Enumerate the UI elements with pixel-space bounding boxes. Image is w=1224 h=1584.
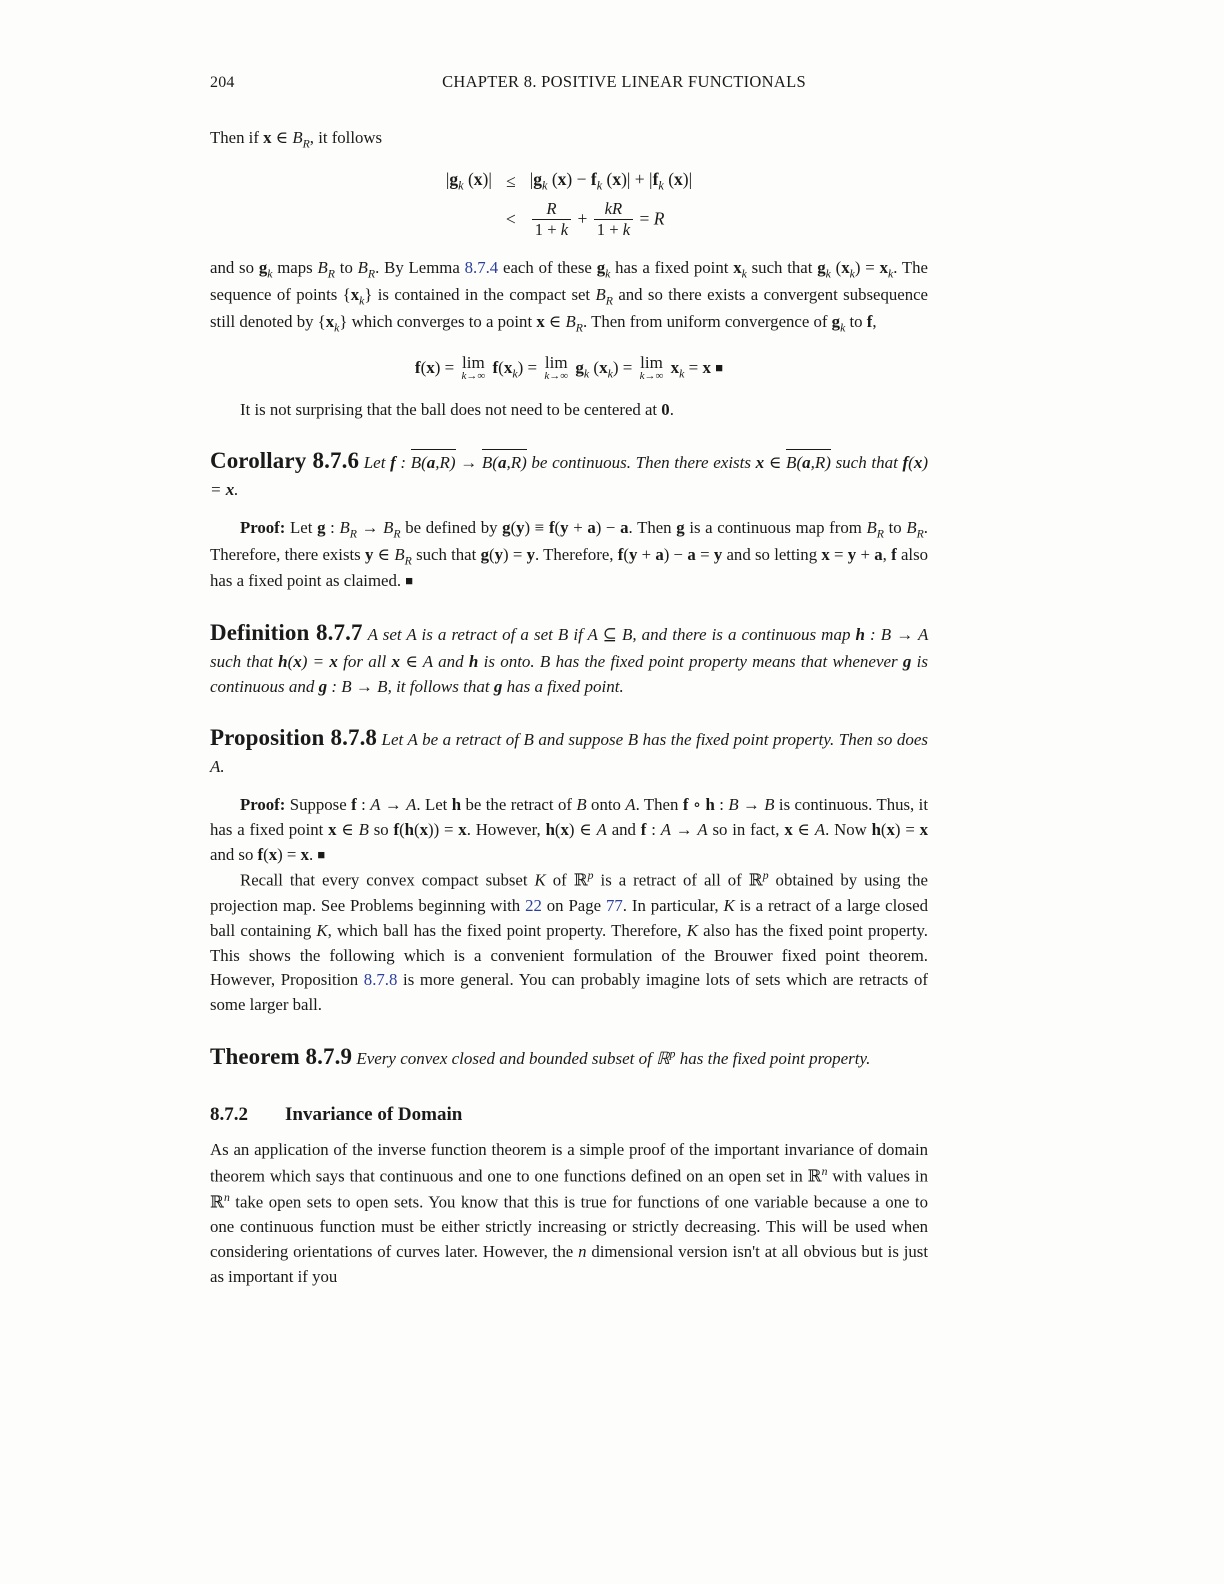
chapter-title: CHAPTER 8. POSITIVE LINEAR FUNCTIONALS bbox=[442, 72, 806, 91]
eq1-rhs-2: $\frac{R}{1 + k}$ + $\frac{kR}{1 + k}$ = R bbox=[530, 199, 692, 240]
corollary-title: Corollary 8.7.6 bbox=[210, 448, 360, 474]
corollary-proof: Proof: Let g : $B_R \to B_R$ be defined by g(y) ≡ f(y + a) − a. Then g is a continuous map from $B_R$ to $B_R$. Therefore, there exists y ∈ $B_R$ such that g(y) = y. Therefore, f(y + a) − a = y and so letting x = y + a, f also has a fixed point as claimed. ■ bbox=[210, 517, 929, 591]
subsection-number: 8.7.2 bbox=[210, 1103, 248, 1125]
eq1-rel-1: ≤ bbox=[506, 170, 516, 191]
eq1-rhs-1: $|g_k$ $(x) - f_k$ $(x)| + |f_k$ (x)| bbox=[529, 168, 693, 193]
paragraph-2: It is not surprising that the ball does not need to be centered at 0. bbox=[240, 399, 674, 419]
paragraph-1: and so $g_k$ maps $B_R$ to $B_R$. By Lemma 8.7.4 each of these $g_k$ has a fixed point $x_k$ such that $g_k$ $(x_k) = x_k$. The sequence of points $\{x_k\}$ is contained in the compact set $B_R$ and so there exists a convergent subsequence still denoted by $\{x_k\}$ which converges to a point x ∈ $B_R$. Then from uniform convergence of $g_k$ to f, bbox=[210, 258, 928, 335]
proposition-block bbox=[210, 721, 928, 779]
theorem-text: Every convex closed and bounded subset of ℝ$^p$ has the fixed point property. bbox=[356, 1046, 871, 1069]
proposition-proof: Proof: Suppose f : A → A. Let h be the retract of B onto A. Then f ∘ h : B → B is continuous. Thus, it has a fixed point x ∈ B so f(h(x)) = x. However, h(x) ∈ A and f : A → A so in fact, x ∈ A. Now h(x) = x and so f(x) = x. ■ bbox=[210, 794, 929, 864]
problem-reference-link[interactable]: 22 bbox=[525, 895, 542, 915]
corollary-text: Let f : B(a,R) → B(a,R) be continuous. Then there exists x ∈ B(a,R) such that f(x) = x. bbox=[210, 453, 928, 499]
equation-display-1 bbox=[210, 169, 928, 241]
proposition-title: Proposition 8.7.8 bbox=[210, 725, 378, 751]
intro-line: Then if x ∈ $B_R$, it follows bbox=[210, 128, 383, 151]
proof-label-2: Proof: bbox=[240, 794, 286, 814]
theorem-block bbox=[210, 1040, 928, 1074]
paragraph-3: Recall that every convex compact subset K of ℝ$^p$ is a retract of all of ℝ$^p$ obtained by using the projection map. See Problems beginning with 22 on Page 77. In particular, K is a retract of a large closed ball containing K, which ball has the fixed point property. Therefore, K also has the fixed point property. This shows the following which is a convenient formulation of the Brouwer fixed point theorem. However, Proposition 8.7.8 is more general. You can probably imagine lots of sets which are retracts of some larger ball. bbox=[210, 869, 929, 1015]
page-reference-link[interactable]: 77 bbox=[606, 895, 623, 915]
proposition-text: Let A be a retract of B and suppose B has the fixed point property. Then so does A. bbox=[210, 730, 929, 776]
corollary-block bbox=[210, 444, 928, 502]
subsection-title: Invariance of Domain bbox=[285, 1103, 463, 1125]
theorem-title: Theorem 8.7.9 bbox=[210, 1044, 353, 1070]
equation-display-2 bbox=[210, 353, 928, 382]
subsection-heading bbox=[210, 1104, 928, 1126]
page-content bbox=[210, 72, 928, 1290]
definition-block bbox=[210, 616, 928, 699]
proof-label: Proof: bbox=[240, 517, 286, 537]
page-number: 204 bbox=[210, 74, 235, 91]
definition-text: A set A is a retract of a set B if A ⊆ B, and there is a continuous map h : B → A such that h(x) = x for all x ∈ A and h is onto. B has the fixed point property means that whenever g is continuous and g : B → B, it follows that g has a fixed point. bbox=[210, 625, 929, 696]
proposition-reference-link[interactable]: 8.7.8 bbox=[363, 970, 398, 990]
lemma-reference-link[interactable]: 8.7.4 bbox=[464, 258, 499, 278]
eq1-lhs: $|g_k$ (x)| bbox=[445, 168, 492, 193]
running-head bbox=[210, 72, 928, 92]
eq2-content: f(x) = lim k→∞ $f(x_k)$ = lim k→∞ $g_k$ $(x_k)$ = lim k→∞ $x_k = x$ ■ bbox=[414, 352, 724, 382]
paragraph-4: As an application of the inverse function theorem is a simple proof of the important invariance of domain theorem which says that continuous and one to one functions defined on an open set in ℝ$^n$ with values in ℝ$^n$ take open sets to open sets. You know that this is true for functions of one variable because a one to one continuous function must be either strictly increasing or strictly decreasing. This will be used when considering orientations of curves later. However, the n dimensional version isn't at all obvious but is just as important if you bbox=[210, 1139, 929, 1287]
eq1-rel-2: < bbox=[505, 209, 516, 230]
definition-title: Definition 8.7.7 bbox=[210, 620, 363, 646]
